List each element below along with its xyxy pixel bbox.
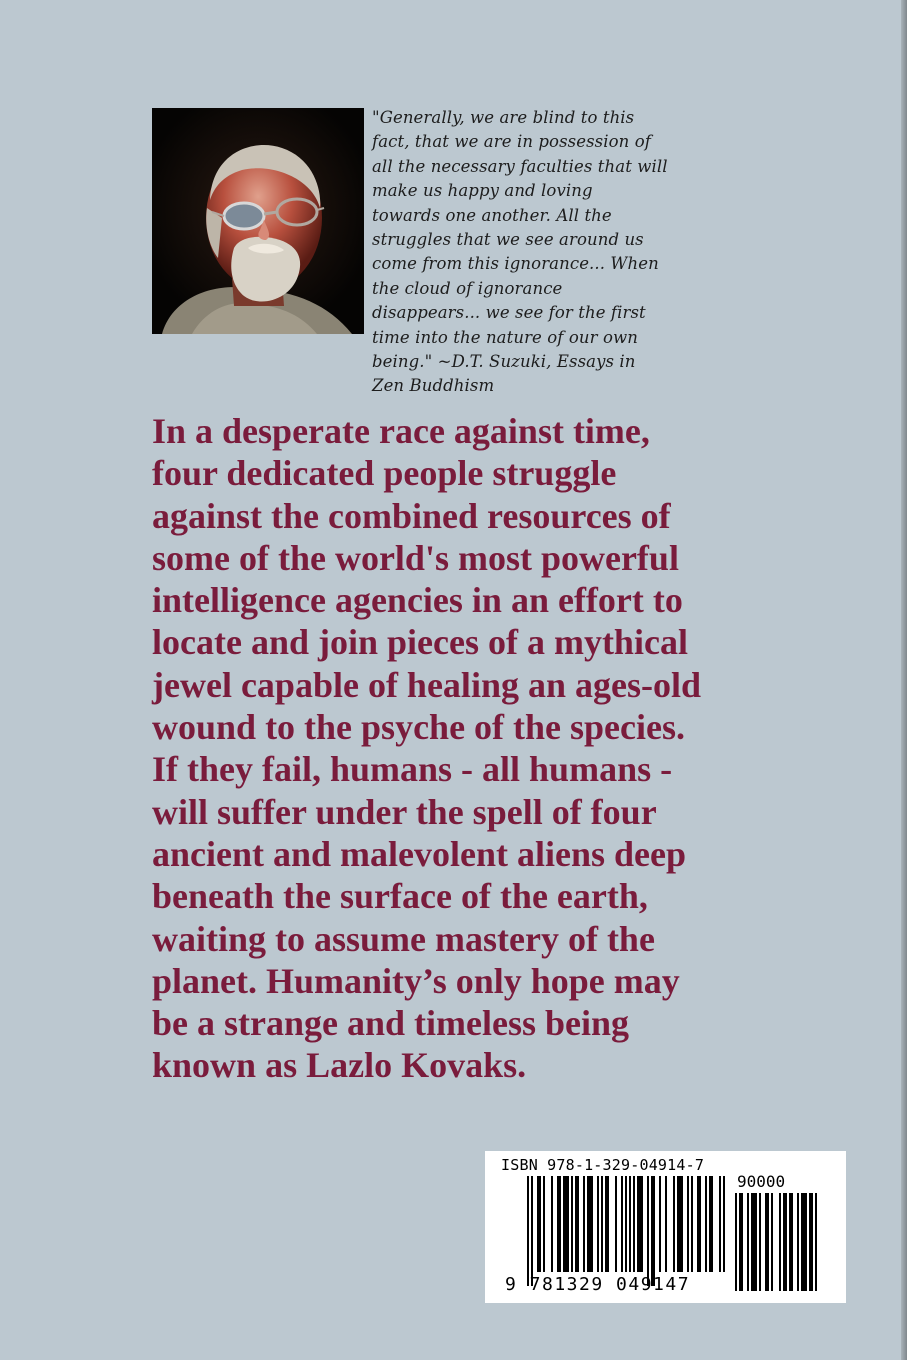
author-photo: [152, 108, 364, 334]
blurb-line: locate and join pieces of a mythical: [152, 622, 688, 663]
barcode-bar: [697, 1176, 701, 1272]
barcode-bar: [673, 1176, 675, 1272]
barcode-bar: [647, 1176, 649, 1286]
barcode-bar: [801, 1193, 807, 1291]
barcode-bar: [629, 1176, 631, 1272]
blurb-line: waiting to assume mastery of the: [152, 918, 655, 959]
blurb-line: If they fail, humans - all humans -: [152, 749, 673, 790]
barcode-bar: [765, 1193, 769, 1291]
price-code: 90000: [737, 1172, 786, 1191]
blurb-line: beneath the surface of the earth,: [152, 876, 648, 917]
barcode-bar: [709, 1176, 713, 1272]
epigraph-line: make us happy and loving: [372, 181, 593, 201]
barcode-bar: [735, 1193, 737, 1291]
barcode-bar: [739, 1193, 743, 1291]
blurb-line: jewel capable of healing an ages-old: [152, 664, 701, 705]
barcode-bar: [625, 1176, 627, 1272]
isbn-label: ISBN 978-1-329-04914-7: [501, 1156, 705, 1174]
isbn-barcode-block: [485, 1151, 846, 1303]
blurb-line: known as Lazlo Kovaks.: [152, 1045, 527, 1086]
blurb-line: some of the world's most powerful: [152, 537, 679, 578]
barcode-bar: [687, 1176, 689, 1272]
epigraph-line: come from this ignorance... When: [372, 254, 659, 274]
barcode-bar: [583, 1176, 585, 1272]
barcode-bar: [527, 1176, 529, 1286]
barcode-bar: [779, 1193, 781, 1291]
blurb-line: planet. Humanity’s only hope may: [152, 960, 680, 1001]
barcode-bar: [815, 1193, 817, 1291]
barcode-bar: [747, 1193, 749, 1291]
epigraph-line: all the necessary faculties that will: [372, 156, 668, 176]
barcode-bar: [587, 1176, 593, 1272]
barcode-bar: [615, 1176, 617, 1272]
book-spine-edge: [901, 0, 907, 1360]
barcode-bar: [571, 1176, 573, 1272]
epigraph-line: the cloud of ignorance: [372, 278, 563, 298]
barcode-bar: [601, 1176, 603, 1272]
barcode-bar: [719, 1176, 721, 1272]
blurb-line: against the combined resources of: [152, 495, 671, 536]
blurb-line: In a desperate race against time,: [152, 411, 650, 451]
epigraph-line: time into the nature of our own: [372, 327, 638, 347]
epigraph-line: towards one another. All the: [372, 205, 612, 225]
barcode-bar: [677, 1176, 683, 1272]
barcode-bar: [789, 1193, 793, 1291]
barcode-bar: [691, 1176, 693, 1272]
barcode-bar: [797, 1193, 799, 1291]
addon-barcode-bars: [735, 1193, 827, 1293]
barcode-bar: [637, 1176, 643, 1272]
blurb-line: ancient and malevolent aliens deep: [152, 833, 687, 874]
book-blurb: [152, 410, 852, 1087]
barcode-bar: [633, 1176, 635, 1272]
epigraph-quote: [372, 106, 752, 399]
barcode-bar: [771, 1193, 773, 1291]
barcode-bar: [659, 1176, 661, 1272]
blurb-line: four dedicated people struggle: [152, 453, 617, 494]
epigraph-line: struggles that we see around us: [372, 230, 644, 250]
epigraph-line: Zen Buddhism: [372, 376, 495, 396]
barcode-bar: [563, 1176, 569, 1272]
barcode-bar: [783, 1193, 787, 1291]
blurb-line: intelligence agencies in an effort to: [152, 580, 683, 621]
barcode-bar: [597, 1176, 599, 1272]
barcode-bar: [621, 1176, 623, 1272]
barcode-bar: [751, 1193, 757, 1291]
barcode-bar: [809, 1193, 813, 1291]
barcode-bar: [575, 1176, 579, 1272]
epigraph-line: fact, that we are in possession of: [372, 132, 651, 152]
barcode-bar: [543, 1176, 545, 1272]
barcode-bar: [551, 1176, 553, 1272]
barcode-bar: [759, 1193, 761, 1291]
ean-digits: 9 781329 049147: [505, 1274, 691, 1295]
barcode-bar: [665, 1176, 667, 1272]
author-portrait-image: [152, 108, 364, 334]
barcode-bar: [605, 1176, 609, 1272]
blurb-line: be a strange and timeless being: [152, 1003, 629, 1044]
barcode-bar: [537, 1176, 541, 1272]
barcode-bar: [723, 1176, 725, 1272]
epigraph-line: "Generally, we are blind to this: [372, 108, 635, 127]
barcode-bar: [557, 1176, 561, 1272]
barcode-bar: [651, 1176, 655, 1286]
epigraph-line: being." ~D.T. Suzuki, Essays in: [372, 352, 636, 372]
barcode-bar: [705, 1176, 707, 1272]
epigraph-line: disappears... we see for the first: [372, 303, 646, 323]
barcode-bar: [531, 1176, 533, 1286]
blurb-line: will suffer under the spell of four: [152, 791, 657, 832]
blurb-line: wound to the psyche of the species.: [152, 707, 686, 748]
